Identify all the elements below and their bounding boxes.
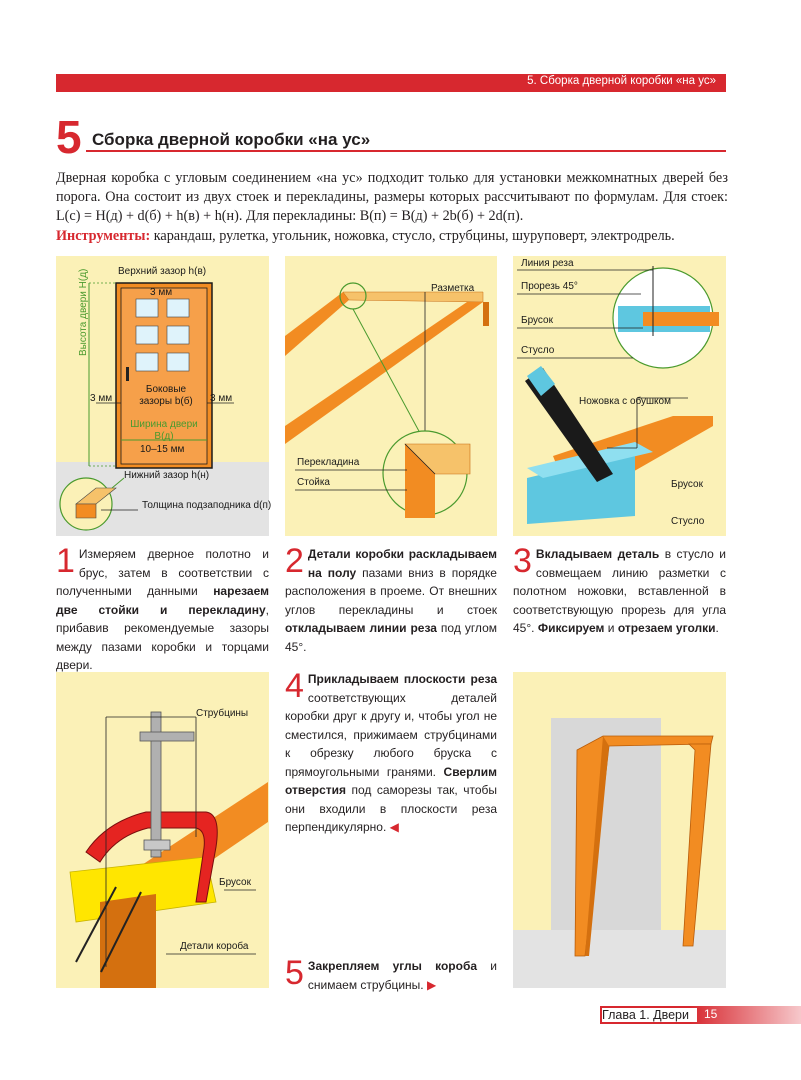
step-2-bold-2: откладываем линии реза [285, 621, 437, 635]
label-clamps: Струбцины [196, 708, 249, 719]
step-1-text-2: , прибавив рекомендуемые зазоры между пазами коробки и торцами двери. [56, 602, 269, 672]
running-title: 5. Сборка дверной коробки «на ус» [527, 75, 716, 87]
step-3 [513, 542, 726, 638]
label-door-width: Ширина двери B(д) [130, 419, 198, 442]
figure-clamp [56, 672, 269, 988]
label-bar-2: Брусок [671, 479, 703, 490]
label-top-gap: Верхний зазор h(в) [118, 266, 207, 277]
label-marking: Разметка [431, 283, 475, 294]
step-4-text-2: под саморезы так, чтобы они входили в плоскости реза перпендикулярно. [285, 783, 497, 834]
step-5-bold: Закрепляем углы короба [307, 959, 478, 973]
step-2-text: пазами вниз в порядке расположения в проеме. От внешних углов перекладины и стоек [285, 565, 497, 617]
step-1-bold: нарезаем две стойки и перекладину [56, 584, 269, 617]
label-door-height: Высота двери H(д) [78, 268, 89, 356]
frame-layout-drawing [285, 256, 497, 536]
label-slot-45: Прорезь 45° [521, 281, 578, 292]
label-mitre-box-2: Стусло [671, 516, 705, 527]
step-2-bold: Детали коробки раскладываем на полу [307, 547, 497, 580]
running-header-bar [56, 74, 726, 92]
step-5 [285, 954, 497, 994]
label-cut-line: Линия реза [521, 258, 574, 269]
step-4-text: соответствующих деталей коробки друг к другу и, чтобы угол не сместился, прижимаем струбцинами к обрезку любого бруска с прямоугольными гранями. [285, 690, 497, 779]
step-1 [56, 542, 269, 675]
step-3-bold: Вкладываем деталь [535, 547, 660, 561]
label-3mm-top: 3 мм [150, 287, 173, 298]
step-3-bold-2: Фиксируем [537, 621, 605, 635]
chapter-label: Глава 1. Двери [602, 1008, 697, 1022]
label-crossbar: Перекладина [297, 457, 360, 468]
step-5-text: и снимаем струбцины. [307, 959, 497, 992]
label-mitre-box: Стусло [521, 345, 555, 356]
tools-line [56, 228, 728, 245]
tools-text: карандаш, рулетка, угольник, ножовка, стусло, струбцины, шуруповерт, электродрель. [150, 228, 675, 244]
figure-finished-frame [513, 672, 726, 988]
step-4-bold: Прикладываем плоскости реза [307, 672, 497, 686]
section-number: 5 [56, 111, 81, 163]
tools-label: Инструменты: [56, 228, 151, 244]
page-number: 15 [704, 1007, 718, 1021]
label-sill-thickness: Толщина подзаподника d(п) [142, 500, 272, 511]
label-side-gaps: Боковые зазоры b(б) [135, 384, 197, 408]
step-4 [285, 667, 497, 837]
step-4-bold-2: Сверлим отверстия [285, 764, 497, 797]
section-title: Сборка дверной коробки «на ус» [92, 130, 371, 149]
label-post: Стойка [297, 477, 330, 488]
step-1-number: 1 [56, 542, 75, 580]
end-arrow-left-icon: ◀ [389, 820, 399, 834]
step-2 [285, 542, 497, 656]
label-bar-clamp: Брусок [219, 877, 251, 888]
section-rule [86, 150, 726, 152]
figure-frame-layout [285, 256, 497, 536]
step-3-text-2: и [604, 621, 618, 635]
step-3-bold-3: отрезаем уголки [617, 621, 716, 635]
label-backsaw: Ножовка с обушком [579, 396, 671, 407]
intro-paragraph: Дверная коробка с угловым соединением «на ус» подходит только для установки межкомнатных дверей без порога. Она состоит из двух стоек и перекладины, размеры которых рассчитывают по формулам. Для стоек: L(с) = H(д) + d(б) + h(в) + h(н). Для перекладины: B(п) = B(д) + 2b(б) + 2d(п). [56, 170, 728, 224]
end-arrow-right-icon: ▶ [426, 977, 437, 992]
step-1-text: Измеряем дверное полотно и брус, затем в соответствии с полученными данными [56, 547, 269, 598]
label-3mm-right: 3 мм [210, 393, 233, 404]
step-3-number: 3 [513, 542, 532, 580]
step-3-text-3: . [715, 621, 719, 635]
step-3-text: в стусло и совмещаем линию разметки с полотном ножовки, вставленной в соответствующую прорезь для угла 45°. [513, 547, 726, 635]
label-bottom-gap: Нижний зазор h(н) [124, 470, 210, 481]
finished-frame-drawing [513, 672, 726, 988]
label-3mm-left: 3 мм [90, 393, 113, 404]
step-4-number: 4 [285, 667, 304, 705]
label-10-15mm: 10–15 мм [140, 444, 185, 455]
step-2-text-2: под углом 45°. [285, 621, 497, 654]
figure-mitre-box [513, 256, 726, 536]
step-5-number: 5 [285, 954, 304, 992]
figure-door-measurements [56, 256, 272, 536]
label-frame-parts: Детали короба [180, 941, 249, 952]
label-bar: Брусок [521, 315, 553, 326]
step-2-number: 2 [285, 542, 304, 580]
